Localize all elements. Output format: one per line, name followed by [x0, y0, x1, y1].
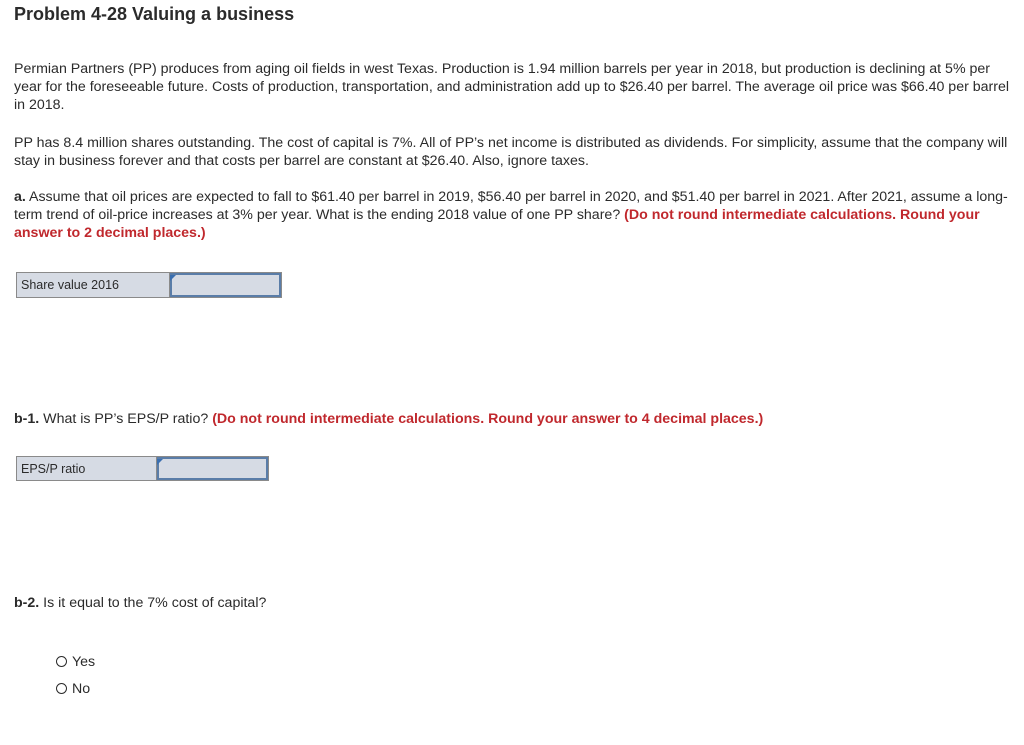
- radio-button-icon[interactable]: [56, 683, 67, 694]
- eps-p-answer-row: [16, 456, 269, 481]
- radio-label-yes: Yes: [72, 653, 96, 670]
- question-b1-label: b-1.: [14, 411, 40, 427]
- question-a-text: Assume that oil prices are expected to fall to $61.40 per barrel in 2019, $56.40 per barrel in 2020, and $51.40 per barrel in 2021. After 2021, assume a long-term trend of oil-price increases at 3% per year. What is the ending 2018 value of one PP share?: [14, 189, 1008, 223]
- radio-option-no[interactable]: [56, 675, 95, 702]
- eps-p-label: EPS/P ratio: [17, 457, 157, 480]
- share-value-answer-row: [16, 272, 282, 298]
- b2-radio-group: [56, 648, 95, 702]
- radio-button-icon[interactable]: [56, 656, 67, 667]
- share-value-label: Share value 2016: [17, 273, 170, 297]
- eps-p-input[interactable]: [157, 457, 268, 480]
- question-b1-text: What is PP’s EPS/P ratio?: [39, 411, 213, 427]
- answer-flag-icon: [170, 275, 176, 281]
- radio-label-no: No: [72, 680, 91, 697]
- paragraph-intro: Permian Partners (PP) produces from aging oil fields in west Texas. Production is 1.94 million barrels per year in 2018, but production is declining at 5% per year for the foreseeable future. Costs of production, transportation, and administration add up to $26.40 per barrel. The average oil price was $66.40 per barrel in 2018.: [14, 61, 1010, 113]
- radio-option-yes[interactable]: [56, 648, 95, 675]
- question-b1-instruction: (Do not round intermediate calculations. Round your answer to 4 decimal places.): [212, 411, 764, 427]
- question-b2-label: b-2.: [14, 595, 40, 611]
- question-a: [14, 188, 1010, 242]
- problem-title: Problem 4-28 Valuing a business: [14, 4, 295, 24]
- question-b2: [14, 594, 1010, 612]
- question-b2-text: Is it equal to the 7% cost of capital?: [39, 595, 267, 611]
- question-a-label: a.: [14, 189, 26, 205]
- share-value-input[interactable]: [170, 273, 281, 297]
- paragraph-shares: PP has 8.4 million shares outstanding. The cost of capital is 7%. All of PP’s net income is distributed as dividends. For simplicity, assume that the company will stay in business forever and that costs per barrel are constant at $26.40. Also, ignore taxes.: [14, 135, 1008, 169]
- answer-flag-icon: [157, 459, 163, 465]
- question-b1: [14, 410, 1010, 428]
- question-a-instruction: (Do not round intermediate calculations. Round your answer to 2 decimal places.): [14, 207, 980, 241]
